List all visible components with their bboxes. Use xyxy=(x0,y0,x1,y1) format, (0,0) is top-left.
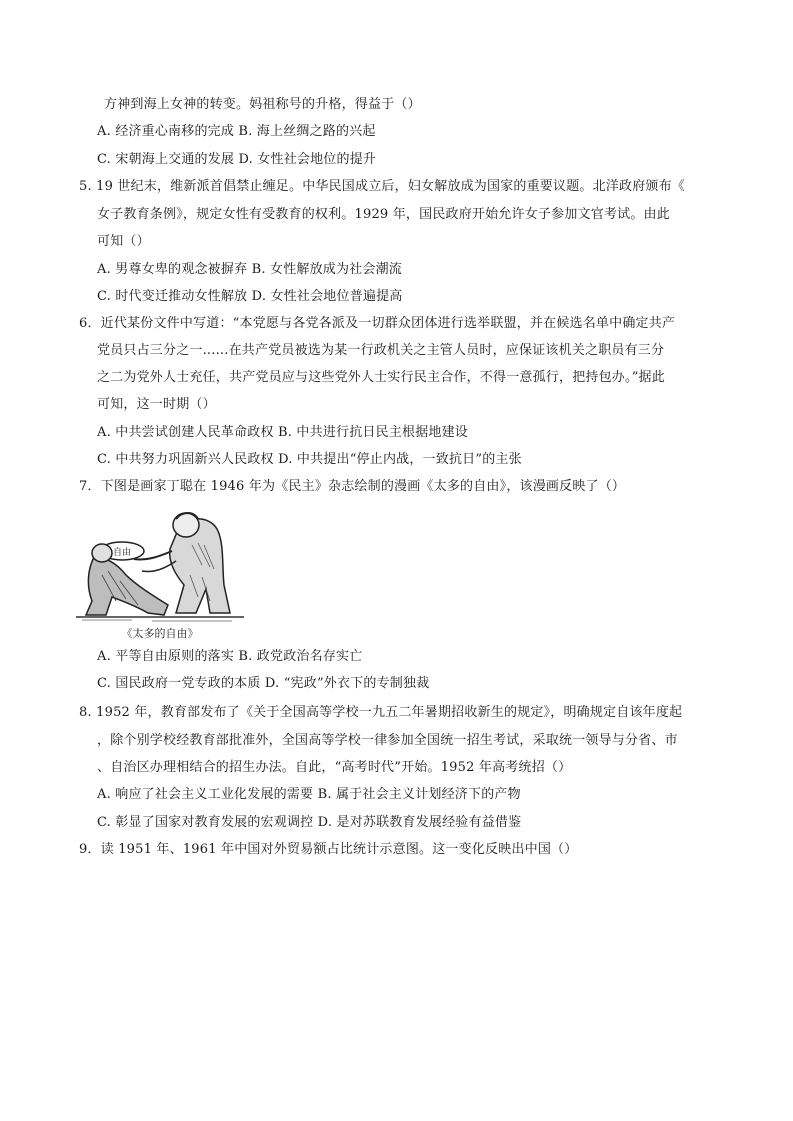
q8-stem-line-2: ，除个别学校经教育部批准外，全国高等学校一律参加全国统一招生考试，采取统一领导与分省、市 xyxy=(97,733,678,748)
q8-stem-line-3: 、自治区办理相结合的招生办法。自此，“高考时代”开始。1952 年高考统招（） xyxy=(97,760,572,775)
cartoon-caption: 《太多的自由》 xyxy=(121,627,199,640)
cartoon-illustration xyxy=(72,505,248,627)
q4-stem-end: 方神到海上女神的转变。妈祖称号的升格，得益于（） xyxy=(104,97,421,112)
q6-stem-line-4: 可知，这一时期（） xyxy=(97,397,216,412)
q5-stem-line-1: 5. 19 世纪末，维新派首倡禁止缠足。中华民国成立后，妇女解放成为国家的重要议题。北洋政府颁布《 xyxy=(79,179,686,194)
q5-options-cd: C. 时代变迁推动女性解放 D. 女性社会地位普遍提高 xyxy=(97,289,403,304)
q5-stem-line-2: 女子教育条例》，规定女性有受教育的权利。1929 年，国民政府开始允许女子参加文官考试。由此 xyxy=(97,207,670,222)
q8-options-ab: A. 响应了社会主义工业化发展的需要 B. 属于社会主义计划经济下的产物 xyxy=(97,787,521,802)
q8-stem-line-1: 8. 1952 年，教育部发布了《关于全国高等学校一九五二年暑期招收新生的规定》，明确规定自该年度起 xyxy=(79,705,683,720)
q7-options-ab: A. 平等自由原则的落实 B. 政党政治名存实亡 xyxy=(97,649,363,664)
q6-stem-line-1: 6．近代某份文件中写道：“本党愿与各党各派及一切群众团体进行选举联盟，并在候选名单中确定共产 xyxy=(79,316,676,331)
q6-options-cd: C. 中共努力巩固新兴人民政权 D. 中共提出“停止内战，一致抗日”的主张 xyxy=(97,452,522,467)
q6-stem-line-3: 之二为党外人士充任，共产党员应与这些党外人士实行民主合作，不得一意孤行，把持包办。”据此 xyxy=(97,370,665,385)
gag-label: 自由 xyxy=(112,548,132,558)
q6-stem-line-2: 党员只占三分之一......在共产党员被选为某一行政机关之主管人员时，应保证该机关之职员有三分 xyxy=(97,343,665,358)
q9-stem-line-1: 9．读 1951 年、1961 年中国对外贸易额占比统计示意图。这一变化反映出中国（） xyxy=(79,842,578,857)
q7-stem-line-1: 7．下图是画家丁聪在 1946 年为《民主》杂志绘制的漫画《太多的自由》，该漫画反映了（） xyxy=(79,479,626,494)
q7-options-cd: C. 国民政府一党专政的本质 D. “宪政”外衣下的专制独裁 xyxy=(97,676,430,691)
q8-options-cd: C. 彰显了国家对教育发展的宏观调控 D. 是对苏联教育发展经验有益借鉴 xyxy=(97,815,522,830)
q5-options-ab: A. 男尊女卑的观念被摒弃 B. 女性解放成为社会潮流 xyxy=(97,262,403,277)
q4-options-ab: A. 经济重心南移的完成 B. 海上丝绸之路的兴起 xyxy=(97,124,376,139)
cartoon-figure xyxy=(72,505,248,640)
q5-stem-line-3: 可知（） xyxy=(97,234,150,249)
q4-options-cd: C. 宋朝海上交通的发展 D. 女性社会地位的提升 xyxy=(97,152,377,167)
q6-options-ab: A. 中共尝试创建人民革命政权 B. 中共进行抗日民主根据地建设 xyxy=(97,425,469,440)
